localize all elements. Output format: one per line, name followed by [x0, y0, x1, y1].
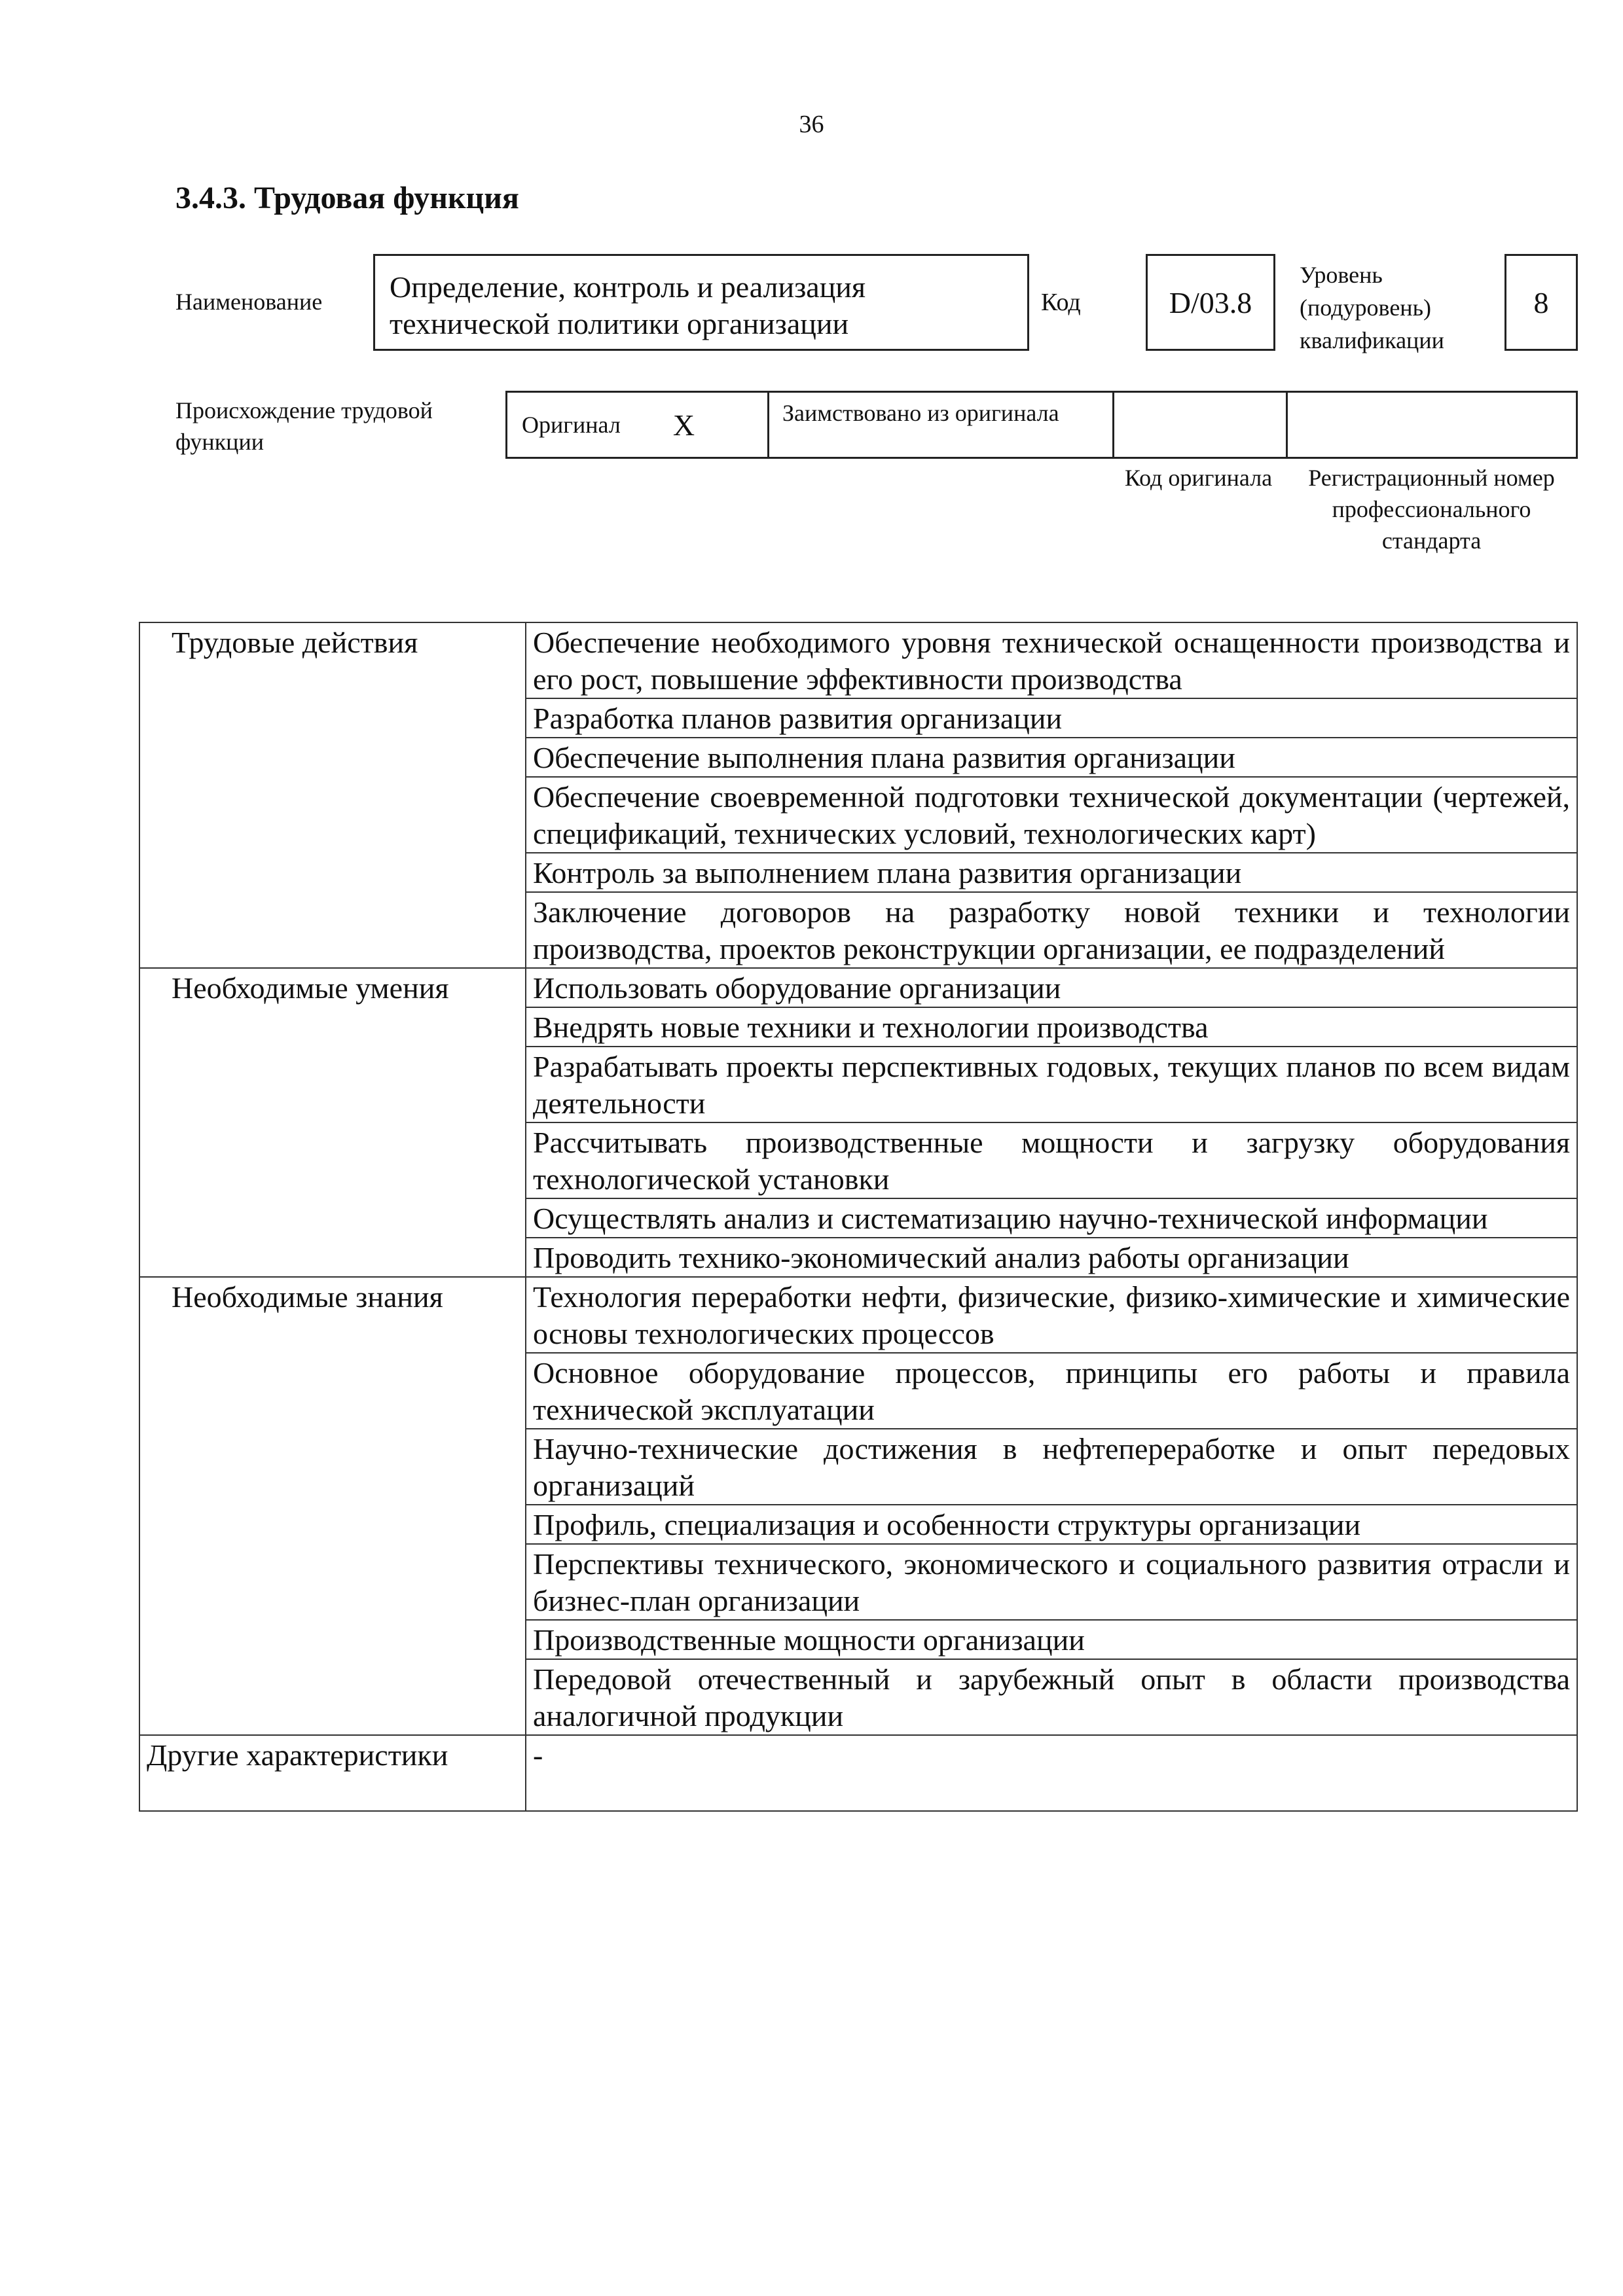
knowledge-label: Необходимые знания: [139, 1277, 526, 1735]
list-item: Контроль за выполнением плана развития организации: [526, 853, 1577, 892]
list-item: Разрабатывать проекты перспективных годовых, текущих планов по всем видам деятельности: [526, 1047, 1577, 1122]
section-title: 3.4.3. Трудовая функция: [175, 181, 519, 215]
labor-actions-label: Трудовые действия: [139, 622, 526, 968]
list-item: Перспективы технического, экономического и социального развития отрасли и бизнес-план организации: [526, 1544, 1577, 1620]
origin-table: [505, 391, 1578, 459]
table-row: [139, 622, 1577, 698]
list-item: Научно-технические достижения в нефтепереработке и опыт передовых организаций: [526, 1429, 1577, 1505]
list-item: Передовой отечественный и зарубежный опыт в области производства аналогичной продукции: [526, 1659, 1577, 1735]
name-label: Наименование: [175, 289, 323, 315]
level-label: Уровень (подуровень) квалификации: [1300, 262, 1444, 353]
origin-label: Происхождение трудовой функции: [175, 397, 433, 455]
other-characteristics-value: -: [526, 1735, 1577, 1811]
code-value: D/03.8: [1146, 254, 1275, 351]
function-table: [139, 622, 1578, 1812]
origin-code-cell: [1114, 393, 1288, 457]
list-item: Обеспечение необходимого уровня технической оснащенности производства и его рост, повышение эффективности производства: [526, 622, 1577, 698]
list-item: Внедрять новые техники и технологии производства: [526, 1007, 1577, 1047]
list-item: Обеспечение своевременной подготовки технической документации (чертежей, спецификаций, технических условий, технологических карт): [526, 777, 1577, 853]
page-number: 36: [799, 111, 824, 138]
list-item: Заключение договоров на разработку новой техники и технологии производства, проектов реконструкции организации, ее подразделений: [526, 892, 1577, 968]
table-row: [139, 968, 1577, 1007]
list-item: Технология переработки нефти, физические, физико-химические и химические основы технологических процессов: [526, 1277, 1577, 1353]
list-item: Разработка планов развития организации: [526, 698, 1577, 738]
list-item: Рассчитывать производственные мощности и загрузку оборудования технологической установки: [526, 1122, 1577, 1198]
origin-borrowed-cell: Заимствовано из оригинала: [769, 393, 1114, 457]
list-item: Производственные мощности организации: [526, 1620, 1577, 1659]
code-original-caption: Код оригинала: [1124, 465, 1273, 491]
level-value: 8: [1504, 254, 1578, 351]
skills-label: Необходимые умения: [139, 968, 526, 1277]
list-item: Профиль, специализация и особенности структуры организации: [526, 1505, 1577, 1544]
name-value: Определение, контроль и реализация технической политики организации: [373, 254, 1029, 351]
code-label: Код: [1041, 289, 1081, 316]
list-item: Обеспечение выполнения плана развития организации: [526, 738, 1577, 777]
registration-number-caption: Регистрационный номер профессионального стандарта: [1308, 465, 1555, 554]
list-item: Использовать оборудование организации: [526, 968, 1577, 1007]
origin-original-cell: [507, 393, 769, 457]
list-item: Основное оборудование процессов, принципы его работы и правила технической эксплуатации: [526, 1353, 1577, 1429]
list-item: Осуществлять анализ и систематизацию научно-технической информации: [526, 1198, 1577, 1238]
origin-original-mark: X: [672, 408, 695, 442]
other-characteristics-label: Другие характеристики: [139, 1735, 526, 1811]
origin-original-label: Оригинал: [522, 412, 621, 438]
table-row: [139, 1277, 1577, 1353]
list-item: Проводить технико-экономический анализ работы организации: [526, 1238, 1577, 1277]
origin-reg-cell: [1288, 393, 1576, 457]
table-row: [139, 1735, 1577, 1811]
